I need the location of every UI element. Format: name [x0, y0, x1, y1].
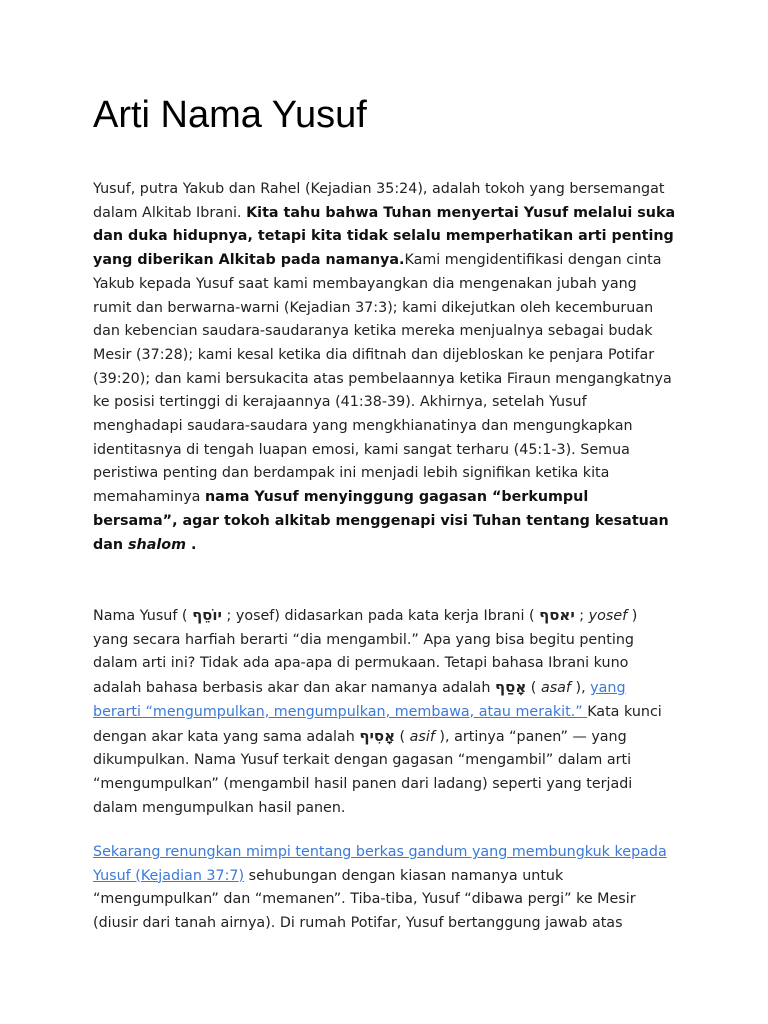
inline-link[interactable]: Sekarang renungkan mimpi tentang berkas gandum yang membungkuk kepada Yusuf (Kejadian 37:7): [93, 844, 667, 884]
body-text: (: [526, 680, 541, 697]
hebrew-word: יוֹסֵף: [192, 606, 222, 624]
body-text: ),: [570, 680, 591, 697]
italic-text: yosef: [588, 608, 628, 624]
paragraph-2: [93, 604, 677, 820]
hebrew-word: אָסִיף: [359, 726, 395, 745]
italic-text: asaf: [540, 680, 571, 697]
body-text: ), artinya “panen” — yang dikumpulkan. Nama Yusuf terkait dengan gagasan “mengambil” dalam arti “mengumpulkan” (mengambil hasil panen dari ladang) seperti yang terjadi dalam mengumpulkan hasil panen.: [93, 728, 633, 816]
page-title: Arti Nama Yusuf: [93, 94, 367, 136]
body-text: (: [395, 728, 410, 745]
italic-text: asif: [409, 728, 435, 745]
body-text: Kami mengidentifikasi dengan cinta Yakub kepada Yusuf saat kami membayangkan dia mengenakan jubah yang rumit dan berwarna-warni (Kejadian 37:3); kami dikejutkan oleh kecemburuan dan kebencian saudara-saudaranya ketika mereka menjualnya sebagai budak Mesir (37:28); kami kesal ketika dia difitnah dan dijebloskan ke penjara Potifar (39:20); dan kami bersukacita atas pembelaannya ketika Firaun mengangkatnya ke posisi tertinggi di kerajaannya (41:38-39). Akhirnya, setelah Yusuf menghadapi saudara-saudara yang mengkhianatinya dan mengungkapkan identitasnya di tengah luapan emosi, kami sangat terharu (45:1-3). Semua peristiwa penting dan berdampak ini menjadi lebih signifikan ketika kita memahaminya: [93, 252, 672, 506]
body-text: ; yosef) didasarkan pada kata kerja Ibrani (: [221, 608, 540, 624]
hebrew-word: יאסף: [539, 606, 575, 624]
paragraph-3: [93, 841, 677, 936]
bold-italic-text: shalom: [128, 536, 187, 553]
hebrew-word: אָסַף: [495, 678, 527, 697]
body-text: ;: [574, 608, 589, 624]
body-text: ) yang secara harfiah berarti “dia mengambil.” Apa yang bisa begitu penting dalam arti ini? Tidak ada apa-apa di permukaan. Tetapi bahasa Ibrani kuno adalah bahasa berbasis akar dan akar namanya adalah: [93, 608, 638, 697]
inline-link[interactable]: yang berarti “mengumpulkan, mengumpulkan, membawa, atau merakit.”: [93, 680, 626, 720]
body-text: Yusuf, putra Yakub dan Rahel (Kejadian 35:24), adalah tokoh yang bersemangat dalam Alkitab Ibrani.: [93, 181, 665, 221]
bold-text: .: [186, 536, 197, 553]
body-text: Nama Yusuf (: [93, 608, 193, 624]
paragraph-1: [93, 178, 677, 557]
bold-text: nama Yusuf menyinggung gagasan “berkumpul bersama”, agar tokoh alkitab menggenapi visi Tuhan tentang kesatuan dan: [93, 489, 669, 553]
body-text: sehubungan dengan kiasan namanya untuk “mengumpulkan” dan “memanen”. Tiba-tiba, Yusuf “dibawa pergi” ke Mesir (diusir dari tanah airnya). Di rumah Potifar, Yusuf bertanggung jawab atas: [93, 867, 636, 932]
bold-text: Kita tahu bahwa Tuhan menyertai Yusuf melalui suka dan duka hidupnya, tetapi kita tidak selalu memperhatikan arti penting yang diberikan Alkitab pada namanya.: [93, 204, 676, 269]
body-text: Kata kunci dengan akar kata yang sama adalah: [93, 703, 662, 745]
